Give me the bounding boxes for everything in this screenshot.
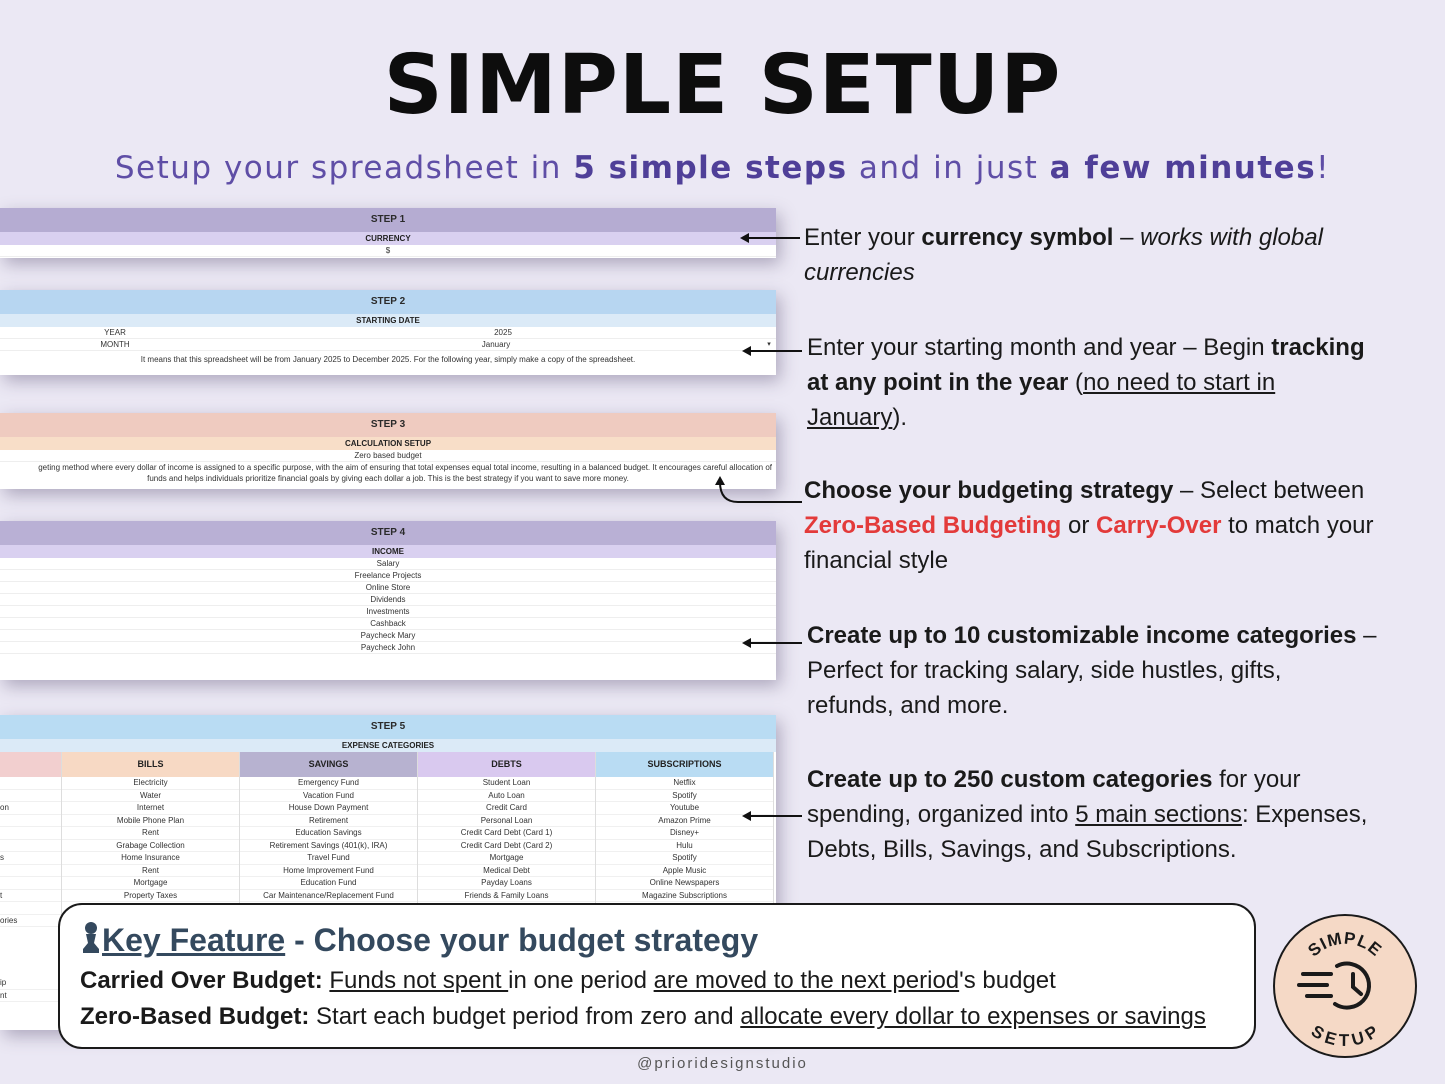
subscriptions-item[interactable]: Disney+ <box>596 827 773 840</box>
carried-over-u2: are moved to the next period <box>653 967 960 994</box>
debts-item[interactable]: Student Loan <box>418 777 595 790</box>
zero-based-t1: Start each budget period from zero and <box>309 1003 741 1030</box>
expense-item[interactable]: ories <box>0 915 61 928</box>
key-feature-heading: - Choose your budget strategy <box>285 922 759 958</box>
subtitle-text-c: and in just <box>847 150 1050 186</box>
a2-underline1: no need to start in <box>1083 369 1276 396</box>
savings-item[interactable]: Emergency Fund <box>240 777 417 790</box>
savings-item[interactable]: Retirement <box>240 815 417 828</box>
arrow-step3-icon <box>714 474 804 506</box>
subscriptions-item[interactable]: Hulu <box>596 840 773 853</box>
a1-text: Enter your <box>804 224 922 251</box>
subtitle-bold-d: a few minutes <box>1049 150 1317 186</box>
key-feature-label: Key Feature <box>102 922 286 958</box>
carried-over-label: Carried Over Budget: <box>80 967 323 994</box>
svg-text:SETUP <box>1307 1021 1381 1050</box>
expenses-column-header <box>0 752 61 777</box>
arrow-step4-icon <box>740 635 804 651</box>
month-value[interactable]: January <box>481 340 511 349</box>
a2-underline2: January <box>807 404 893 431</box>
bills-column-header: BILLS <box>62 752 239 777</box>
calc-setup-value[interactable]: Zero based budget <box>0 450 776 462</box>
year-value[interactable]: 2025 <box>494 328 512 337</box>
badge-bottom-text: SETUP <box>1307 1020 1382 1050</box>
debts-item[interactable]: Medical Debt <box>418 865 595 878</box>
income-item[interactable]: Paycheck John <box>0 642 776 654</box>
page-subtitle <box>0 150 1445 186</box>
annotation-step2 <box>807 330 1365 435</box>
a2-bold2: at any point in the year <box>807 369 1069 396</box>
subscriptions-item[interactable]: Spotify <box>596 852 773 865</box>
carried-over-t1: in one period <box>508 967 654 994</box>
step4-sub: INCOME <box>0 545 776 558</box>
expense-item[interactable] <box>0 877 61 890</box>
zero-based-line <box>80 999 1234 1035</box>
debts-item[interactable]: Credit Card Debt (Card 1) <box>418 827 595 840</box>
arrow-step2-icon <box>740 343 804 359</box>
a5-text2: spending, organized into <box>807 801 1076 828</box>
expense-item[interactable] <box>0 865 61 878</box>
carried-over-t2: 's budget <box>959 967 1056 994</box>
carried-over-line <box>80 963 1234 999</box>
a3-red1: Zero-Based Budgeting <box>804 512 1062 539</box>
subtitle-text-e: ! <box>1316 150 1331 186</box>
a5-bold: Create up to 250 custom categories <box>807 766 1213 793</box>
expense-item[interactable] <box>0 815 61 828</box>
step3-header: STEP 3 <box>0 413 776 437</box>
subscriptions-item[interactable]: Apple Music <box>596 865 773 878</box>
dropdown-arrow-icon[interactable]: ▾ <box>767 341 771 348</box>
annotation-step3 <box>804 473 1374 578</box>
savings-item[interactable]: Vacation Fund <box>240 790 417 803</box>
step2-sub: STARTING DATE <box>0 314 776 327</box>
a2-bold1: tracking <box>1271 334 1365 361</box>
subscriptions-item[interactable]: Amazon Prime <box>596 815 773 828</box>
expense-item[interactable] <box>0 790 61 803</box>
a3-text1: – Select between <box>1173 477 1365 504</box>
step2-panel <box>0 290 776 375</box>
step2-header: STEP 2 <box>0 290 776 314</box>
a4-bold: Create up to 10 customizable income categories <box>807 622 1357 649</box>
subtitle-bold-b: 5 simple steps <box>573 150 848 186</box>
expense-item[interactable]: on <box>0 802 61 815</box>
chess-pawn-icon <box>80 921 102 955</box>
step2-note: It means that this spreadsheet will be from January 2025 to December 2025. For the following year, simply make a copy of the spreadsheet. <box>140 355 636 364</box>
annotation-step1 <box>804 220 1323 290</box>
annotation-step4 <box>807 618 1377 723</box>
subscriptions-item[interactable]: Youtube <box>596 802 773 815</box>
savings-column-header: SAVINGS <box>240 752 417 777</box>
subscriptions-column-header: SUBSCRIPTIONS <box>596 752 773 777</box>
a3-text3: to match your <box>1221 512 1374 539</box>
expense-item[interactable]: nt <box>0 990 61 1003</box>
step5-sub: EXPENSE CATEGORIES <box>0 739 776 752</box>
simple-setup-badge <box>1273 914 1417 1058</box>
fast-clock-icon <box>1299 963 1369 1007</box>
subscriptions-item[interactable]: Online Newspapers <box>596 877 773 890</box>
year-label: YEAR <box>104 328 126 337</box>
step4-header: STEP 4 <box>0 521 776 545</box>
income-item[interactable]: Cashback <box>0 618 776 630</box>
debts-column-header: DEBTS <box>418 752 595 777</box>
month-row <box>0 339 776 351</box>
carried-over-u1: Funds not spent <box>329 967 509 994</box>
step3-panel <box>0 413 776 489</box>
step3-sub: CALCULATION SETUP <box>0 437 776 450</box>
a5-text4: Debts, Bills, Savings, and Subscriptions. <box>807 836 1237 863</box>
savings-item[interactable]: Education Savings <box>240 827 417 840</box>
bills-item[interactable]: Rent <box>62 827 239 840</box>
bills-item[interactable]: Water <box>62 790 239 803</box>
expense-item[interactable]: t <box>0 890 61 903</box>
key-feature-title <box>80 917 1234 963</box>
a2-paren: ( <box>1068 369 1084 396</box>
bills-item[interactable]: Property Taxes <box>62 890 239 903</box>
expense-item[interactable] <box>0 827 61 840</box>
step1-header: STEP 1 <box>0 208 776 232</box>
month-label: MONTH <box>100 340 130 349</box>
bills-item[interactable]: Grabage Collection <box>62 840 239 853</box>
a4-text3: refunds, and more. <box>807 692 1009 719</box>
income-item[interactable]: Investments <box>0 606 776 618</box>
step3-desc2: funds and helps individuals prioritize financial goals by giving each dollar a job. This is the best strategy if you want to save more money. <box>147 474 629 483</box>
zero-based-label: Zero-Based Budget: <box>80 1003 310 1030</box>
a4-text2: Perfect for tracking salary, side hustles, gifts, <box>807 657 1282 684</box>
bills-item[interactable]: Internet <box>62 802 239 815</box>
a4-dash: – <box>1356 622 1377 649</box>
bills-item[interactable]: Home Insurance <box>62 852 239 865</box>
savings-item[interactable]: Car Maintenance/Replacement Fund <box>240 890 417 903</box>
subscriptions-item[interactable]: Spotify <box>596 790 773 803</box>
year-row <box>0 327 776 339</box>
savings-item[interactable]: Retirement Savings (401(k), IRA) <box>240 840 417 853</box>
footer-handle: @prioridesignstudio <box>637 1055 808 1072</box>
currency-cell[interactable]: $ <box>0 245 776 257</box>
a1-italic1: works with global <box>1140 224 1323 251</box>
a1-bold: currency symbol <box>921 224 1114 251</box>
expense-item[interactable] <box>0 777 61 790</box>
key-feature-box <box>58 903 1256 1049</box>
step1-sub: CURRENCY <box>0 232 776 245</box>
a3-red2: Carry-Over <box>1096 512 1222 539</box>
debts-item[interactable]: Personal Loan <box>418 815 595 828</box>
debts-item[interactable]: Payday Loans <box>418 877 595 890</box>
a3-text4: financial style <box>804 547 949 574</box>
zero-based-u1: allocate every dollar to expenses or savings <box>740 1003 1206 1030</box>
income-item[interactable]: Paycheck Mary <box>0 630 776 642</box>
expense-item[interactable]: s <box>0 852 61 865</box>
savings-item[interactable]: Travel Fund <box>240 852 417 865</box>
step5-header: STEP 5 <box>0 715 776 739</box>
savings-item[interactable]: Home Improvement Fund <box>240 865 417 878</box>
income-item[interactable]: Salary <box>0 558 776 570</box>
page-title: SIMPLE SETUP <box>383 38 1062 133</box>
income-item[interactable]: Freelance Projects <box>0 570 776 582</box>
bills-item[interactable]: Rent <box>62 865 239 878</box>
savings-item[interactable]: House Down Payment <box>240 802 417 815</box>
debts-item[interactable]: Friends & Family Loans <box>418 890 595 903</box>
a3-bold: Choose your budgeting strategy <box>804 477 1174 504</box>
subscriptions-item[interactable]: Magazine Subscriptions <box>596 890 773 903</box>
a2-close: ). <box>892 404 908 431</box>
svg-text:SIMPLE <box>1304 928 1385 960</box>
arrow-step5-icon <box>740 808 804 824</box>
a1-italic2: currencies <box>804 259 915 286</box>
debts-item[interactable]: Auto Loan <box>418 790 595 803</box>
expense-item[interactable] <box>0 840 61 853</box>
income-item[interactable]: Online Store <box>0 582 776 594</box>
savings-item[interactable]: Education Fund <box>240 877 417 890</box>
step4-panel <box>0 521 776 680</box>
a5-text1: for your <box>1212 766 1301 793</box>
income-list <box>0 558 776 654</box>
expenses-column <box>0 752 62 1002</box>
debts-item[interactable]: Mortgage <box>418 852 595 865</box>
annotation-step5 <box>807 762 1367 867</box>
bills-item[interactable]: Mortgage <box>62 877 239 890</box>
income-item[interactable]: Dividends <box>0 594 776 606</box>
debts-item[interactable]: Credit Card Debt (Card 2) <box>418 840 595 853</box>
a2-text: Enter your starting month and year – Begin <box>807 334 1272 361</box>
step1-panel <box>0 208 776 258</box>
a1-dash: – <box>1113 224 1141 251</box>
expense-item[interactable] <box>0 902 61 915</box>
subtitle-text-a: Setup your spreadsheet in <box>114 150 574 186</box>
a5-underline: 5 main sections <box>1075 801 1242 828</box>
debts-item[interactable]: Credit Card <box>418 802 595 815</box>
step3-desc1: geting method where every dollar of income is assigned to a specific purpose, with the aim of ensuring that total expenses equal total income, resulting in a balanced budget. It encourages careful allocation of <box>38 463 772 472</box>
bills-item[interactable]: Electricity <box>62 777 239 790</box>
expense-item[interactable]: ip <box>0 977 61 990</box>
arrow-step1-icon <box>738 230 802 246</box>
a5-text3: : Expenses, <box>1241 801 1368 828</box>
subscriptions-item[interactable]: Netflix <box>596 777 773 790</box>
bills-item[interactable]: Mobile Phone Plan <box>62 815 239 828</box>
badge-top-text: SIMPLE <box>1303 928 1386 960</box>
a3-or: or <box>1061 512 1097 539</box>
